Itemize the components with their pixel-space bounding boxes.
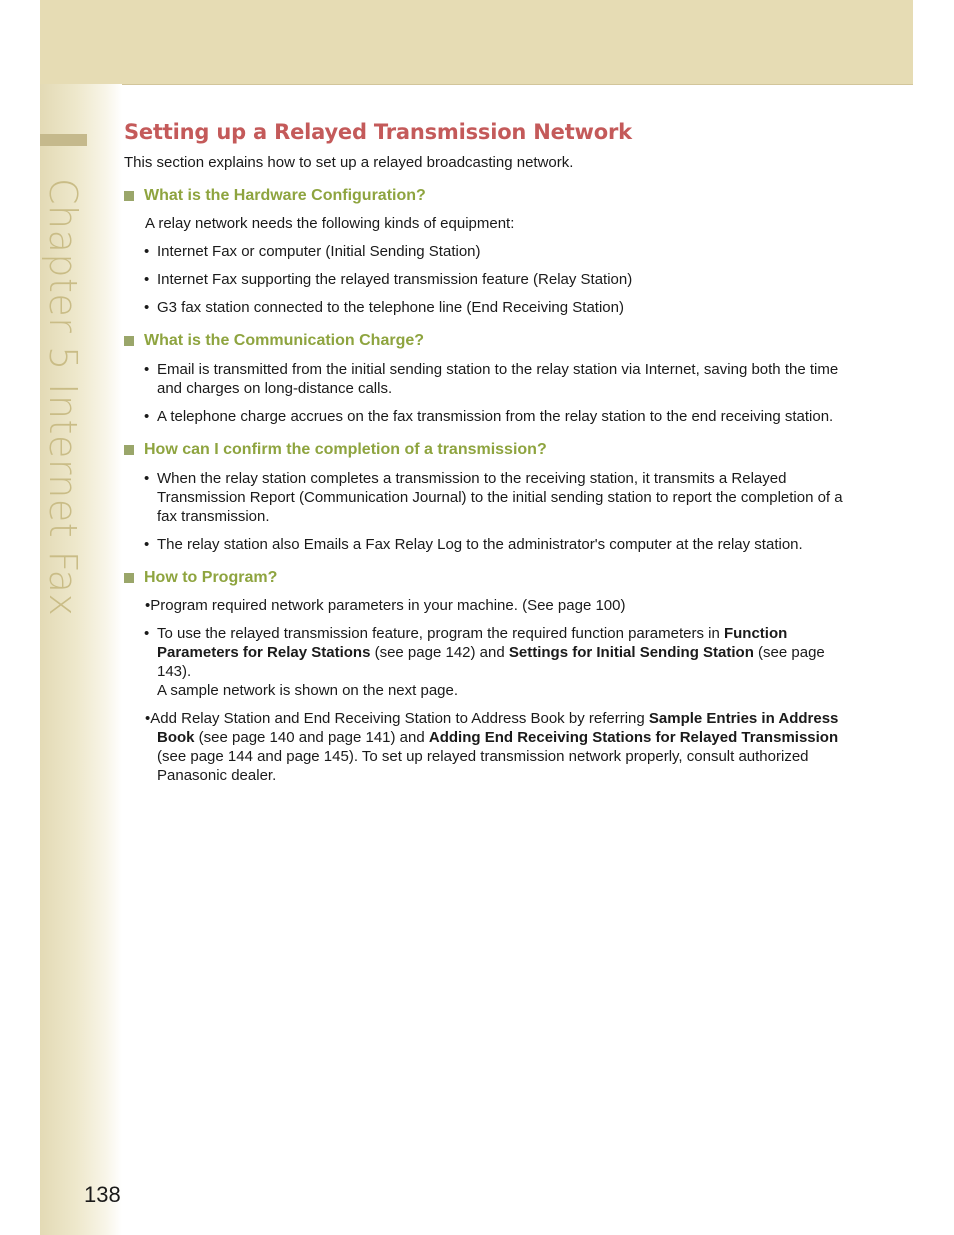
list-item-text: Internet Fax or computer (Initial Sending Station)	[157, 243, 481, 260]
section-heading-text: What is the Communication Charge?	[144, 332, 425, 349]
list-item-text: Internet Fax supporting the relayed transmission feature (Relay Station)	[157, 271, 633, 288]
list-item-text: Email is transmitted from the initial sending station to the relay station via Internet, saving both the time and charges on long-distance calls.	[157, 361, 839, 397]
bullet-dot-icon: •	[144, 243, 150, 260]
list-item-text: The relay station also Emails a Fax Relay Log to the administrator's computer at the relay station.	[157, 536, 803, 553]
list-item	[124, 469, 859, 526]
program-item-1: •Program required network parameters in your machine. (See page 100)	[145, 597, 626, 614]
square-bullet-icon	[124, 191, 134, 201]
list-item	[124, 242, 859, 261]
section-heading-program	[124, 568, 859, 588]
page-number: 138	[84, 1182, 121, 1207]
bullet-dot-icon: •	[144, 536, 150, 553]
ref-sample-entries: Sample Entries in Address Book	[157, 710, 839, 746]
list-item	[124, 298, 859, 317]
section-heading-text: What is the Hardware Configuration?	[144, 187, 426, 204]
bullet-list	[124, 242, 859, 317]
list-item	[124, 270, 859, 289]
section-heading-charge	[124, 331, 859, 351]
list-item-text: A telephone charge accrues on the fax transmission from the relay station to the end receiving station.	[157, 408, 834, 425]
page-title: Setting up a Relayed Transmission Network	[124, 120, 632, 144]
list-item	[124, 360, 859, 398]
program-item-2-note: A sample network is shown on the next page.	[157, 682, 459, 699]
bullet-dot-icon: •	[144, 408, 150, 425]
list-item	[124, 624, 859, 700]
program-item-3-text: (see page 144 and page 145). To set up relayed transmission network properly, consult authorized Panasonic dealer.	[157, 748, 809, 784]
square-bullet-icon	[124, 573, 134, 583]
ref-adding-end-receiving: Adding End Receiving Stations for Relayed Transmission	[428, 729, 839, 746]
program-item-3-text: •Add Relay Station and End Receiving Station to Address Book by referring	[145, 710, 649, 727]
list-item-text: G3 fax station connected to the telephone line (End Receiving Station)	[157, 299, 624, 316]
intro-text: This section explains how to set up a relayed broadcasting network.	[124, 154, 574, 171]
bullet-dot-icon: •	[144, 625, 150, 642]
list-item-text: When the relay station completes a transmission to the receiving station, it transmits a Relayed Transmission Report (Communication Journal) to the initial sending station to report the completion of a fax transmission.	[157, 470, 843, 525]
bullet-dot-icon: •	[144, 361, 150, 378]
bullet-dot-icon: •	[144, 271, 150, 288]
ref-function-parameters: Function Parameters for Relay Stations	[157, 625, 788, 661]
square-bullet-icon	[124, 336, 134, 346]
ref-initial-sending-settings: Settings for Initial Sending Station	[508, 644, 754, 661]
bullet-list	[124, 469, 859, 554]
bullet-dot-icon: •	[144, 470, 150, 487]
section-paragraph: A relay network needs the following kinds of equipment:	[145, 215, 515, 232]
bullet-dot-icon: •	[144, 299, 150, 316]
list-item	[124, 535, 859, 554]
program-item-3	[145, 709, 859, 785]
header-band	[40, 0, 913, 85]
program-item-2-text: (see page 143).	[157, 644, 825, 680]
chapter-tab-marker	[40, 134, 87, 146]
main-content	[124, 118, 859, 785]
program-item-2-text: (see page 142) and	[370, 644, 509, 661]
square-bullet-icon	[124, 445, 134, 455]
list-item	[124, 407, 859, 426]
section-heading-confirm	[124, 440, 859, 460]
program-item-3-text: (see page 140 and page 141) and	[194, 729, 429, 746]
chapter-label-text: Chapter 5 Internet Fax	[41, 178, 85, 617]
section-heading-hardware	[124, 186, 859, 206]
bullet-list	[124, 624, 859, 700]
section-heading-text: How can I confirm the completion of a transmission?	[144, 441, 547, 458]
chapter-label	[40, 178, 86, 617]
program-item-2-text: To use the relayed transmission feature, program the required function parameters in	[157, 625, 724, 642]
bullet-list	[124, 360, 859, 426]
section-heading-text: How to Program?	[144, 569, 278, 586]
